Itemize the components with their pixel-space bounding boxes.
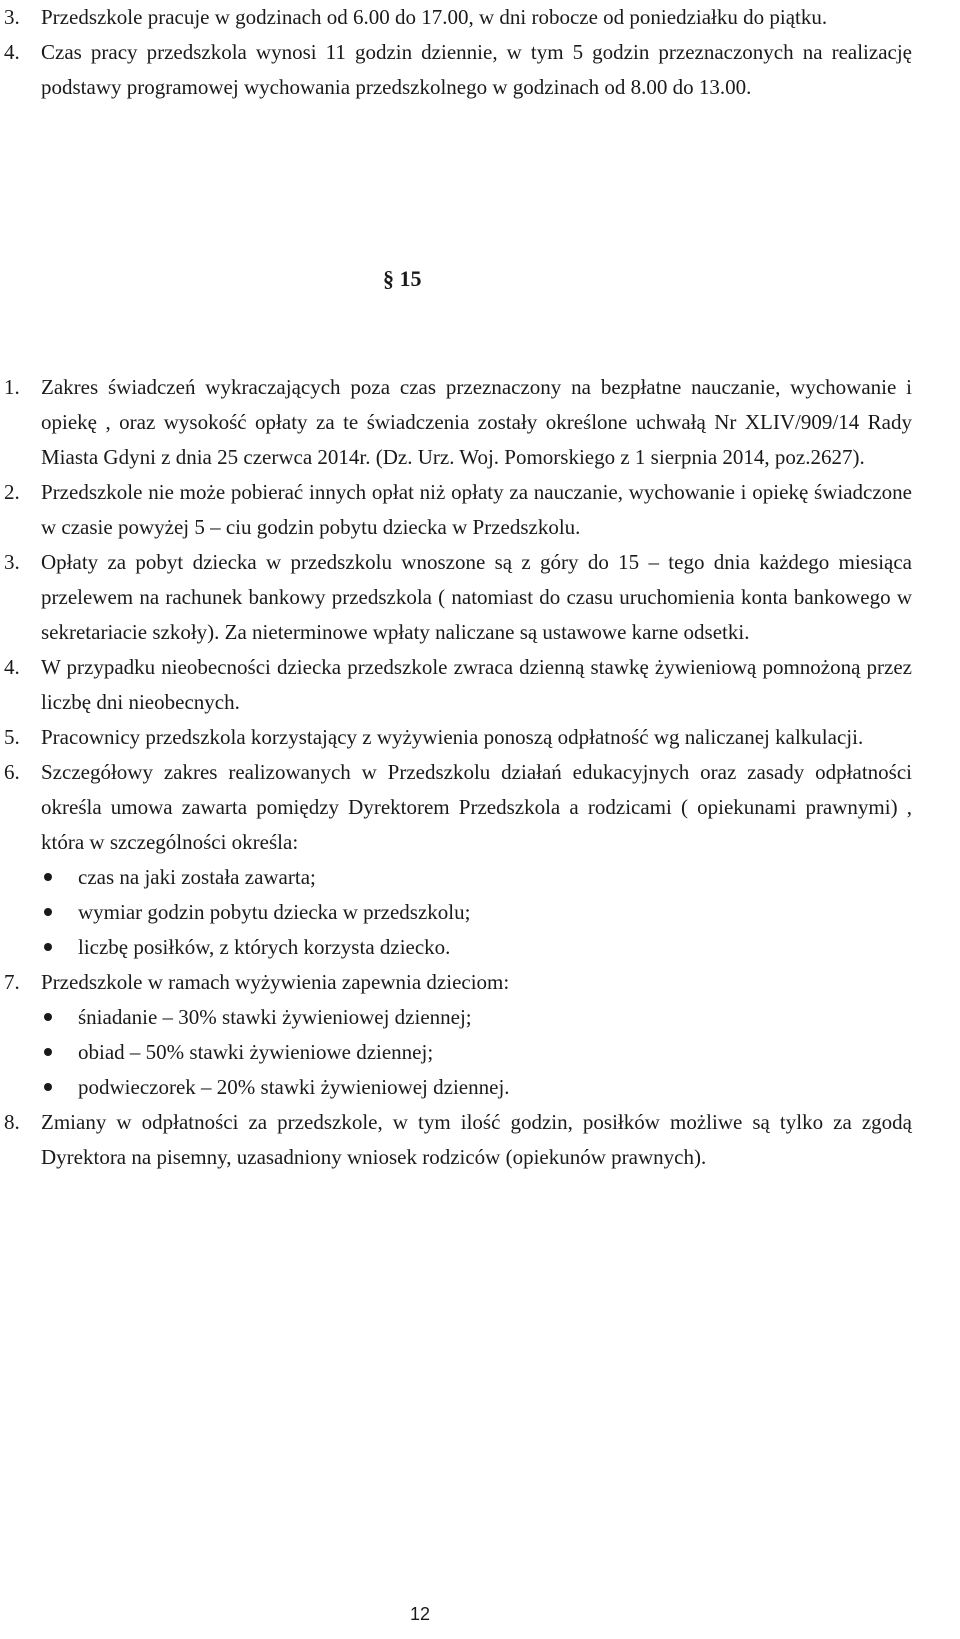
bullet-icon xyxy=(44,1013,52,1021)
list-item xyxy=(0,650,960,720)
item-text: Przedszkole pracuje w godzinach od 6.00 do 17.00, w dni robocze od poniedziałku do piątku. xyxy=(41,5,828,29)
item-text: W przypadku nieobecności dziecka przedszkole zwraca dzienną stawkę żywieniową pomnożoną przez liczbę dni nieobecnych. xyxy=(41,655,912,714)
list-item xyxy=(0,35,960,105)
top-numbered-list xyxy=(0,0,960,105)
list-item xyxy=(0,755,960,860)
list-item xyxy=(0,370,960,475)
bullet-text: obiad – 50% stawki żywieniowe dziennej; xyxy=(78,1040,434,1064)
section-heading xyxy=(383,264,422,294)
item-text: Czas pracy przedszkola wynosi 11 godzin dziennie, w tym 5 godzin przeznaczonych na realizację podstawy programowej wychowania przedszkolnego w godzinach od 8.00 do 13.00. xyxy=(41,40,912,99)
bullet-icon xyxy=(44,1083,52,1091)
item-text: Przedszkole nie może pobierać innych opłat niż opłaty za nauczanie, wychowanie i opiekę świadczone w czasie powyżej 5 – ciu godzin pobytu dziecka w Przedszkolu. xyxy=(41,480,912,539)
item-text: Opłaty za pobyt dziecka w przedszkolu wnoszone są z góry do 15 – tego dnia każdego miesiąca przelewem na rachunek bankowy przedszkola ( natomiast do czasu uruchomienia konta bankowego w sekretariacie szkoły). Za nieterminowe wpłaty naliczane są ustawowe karne odsetki. xyxy=(41,550,912,644)
bullet-text: liczbę posiłków, z których korzysta dziecko. xyxy=(78,935,451,959)
bullet-icon xyxy=(44,1048,52,1056)
item-number: 7. xyxy=(4,970,20,994)
bullet-item xyxy=(0,1000,960,1035)
bullet-text: podwieczorek – 20% stawki żywieniowej dziennej. xyxy=(78,1075,510,1099)
item-number: 4. xyxy=(4,655,20,679)
item-text: Zakres świadczeń wykraczających poza czas przeznaczony na bezpłatne nauczanie, wychowanie i opiekę , oraz wysokość opłaty za te świadczenia zostały określone uchwałą Nr XLIV/909/14 Rady Miasta Gdyni z dnia 25 czerwca 2014r. (Dz. Urz. Woj. Pomorskiego z 1 sierpnia 2014, poz.2627). xyxy=(41,375,912,469)
item-number: 2. xyxy=(4,480,20,504)
item-number: 5. xyxy=(4,725,20,749)
bullet-item xyxy=(0,895,960,930)
item-number: 1. xyxy=(4,375,20,399)
item-number: 4. xyxy=(4,40,20,64)
bullet-icon xyxy=(44,908,52,916)
contract-bullet-list xyxy=(0,860,960,965)
section-numbered-list xyxy=(0,370,960,1175)
item-text: Zmiany w odpłatności za przedszkole, w tym ilość godzin, posiłków możliwe są tylko za zgodą Dyrektora na pisemny, uzasadniony wniosek rodziców (opiekunów prawnych). xyxy=(41,1110,912,1169)
list-item xyxy=(0,965,960,1000)
list-item xyxy=(0,545,960,650)
list-item xyxy=(0,475,960,545)
bullet-item xyxy=(0,1035,960,1070)
item-number: 8. xyxy=(4,1110,20,1134)
bullet-item xyxy=(0,930,960,965)
bullet-item xyxy=(0,1070,960,1105)
bullet-icon xyxy=(44,943,52,951)
item-text: Pracownicy przedszkola korzystający z wyżywienia ponoszą odpłatność wg naliczanej kalkulacji. xyxy=(41,725,864,749)
meals-bullet-list xyxy=(0,1000,960,1105)
bullet-text: czas na jaki została zawarta; xyxy=(78,865,316,889)
page-number: 12 xyxy=(409,1604,431,1624)
item-text: Przedszkole w ramach wyżywienia zapewnia dzieciom: xyxy=(41,970,510,994)
list-item xyxy=(0,1105,960,1175)
item-number: 6. xyxy=(4,760,20,784)
list-item xyxy=(0,720,960,755)
item-text: Szczegółowy zakres realizowanych w Przedszkolu działań edukacyjnych oraz zasady odpłatności określa umowa zawarta pomiędzy Dyrektorem Przedszkola a rodzicami ( opiekunami prawnymi) , która w szczególności określa: xyxy=(41,760,912,854)
item-number: 3. xyxy=(4,550,20,574)
bullet-icon xyxy=(44,873,52,881)
section-number: 15 xyxy=(399,266,422,291)
list-item xyxy=(0,0,960,35)
section-symbol: § xyxy=(383,266,394,291)
bullet-text: wymiar godzin pobytu dziecka w przedszkolu; xyxy=(78,900,471,924)
bullet-item xyxy=(0,860,960,895)
bullet-text: śniadanie – 30% stawki żywieniowej dziennej; xyxy=(78,1005,472,1029)
item-number: 3. xyxy=(4,5,20,29)
